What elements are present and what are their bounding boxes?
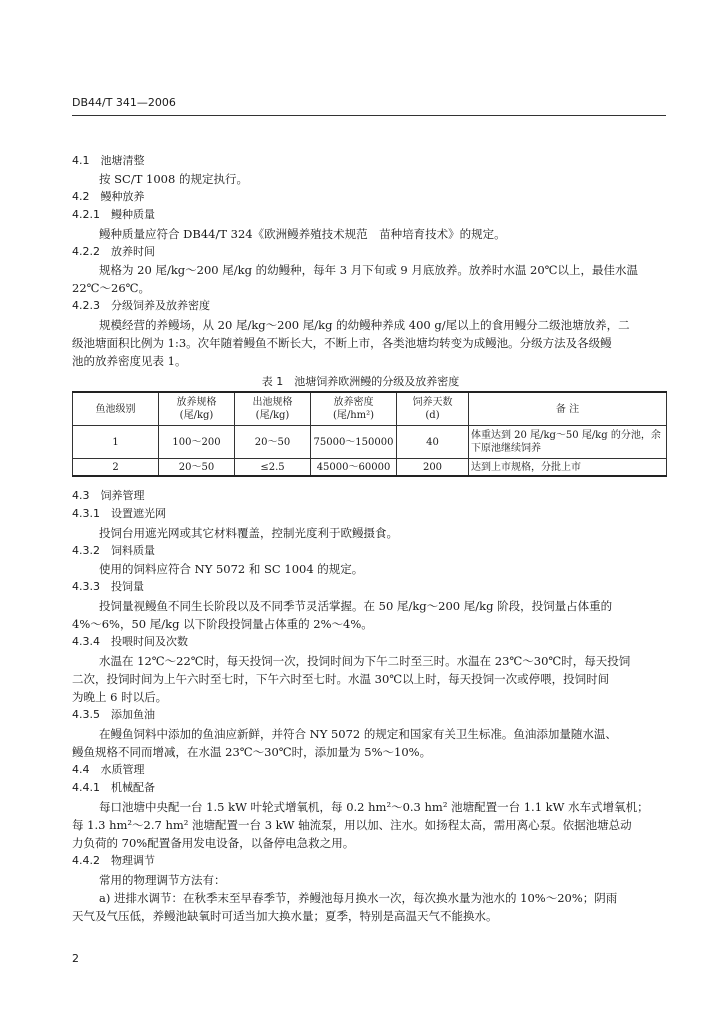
paragraph-line: 22℃～26℃。 <box>72 281 150 295</box>
section-heading: 4.4.1 机械配备 <box>72 781 155 794</box>
section-heading: 4.2 鳗种放养 <box>72 190 145 203</box>
section-heading: 4.3 饲养管理 <box>72 489 145 502</box>
paragraph-line: 水温在 12℃～22℃时，每天投饲一次，投饲时间为下午二时至三时。水温在 23℃～30℃时，每天投饲 <box>99 654 631 668</box>
section-heading: 4.1 池塘清整 <box>72 154 145 167</box>
table-cell: 2 <box>73 459 159 477</box>
table-header-row <box>73 392 667 426</box>
table-cell: 体重达到 20 尾/kg～50 尾/kg 的分池，余下原池继续饲养 <box>469 426 667 459</box>
table-cell: 40 <box>397 426 469 459</box>
section-heading: 4.3.3 投饲量 <box>72 580 144 593</box>
header-cell: 鱼池级别 <box>73 392 159 426</box>
paragraph-line: 在鳗鱼饲料中添加的鱼油应新鲜，并符合 NY 5072 的规定和国家有关卫生标准。鱼油添加量随水温、 <box>99 727 617 741</box>
paragraph-line: 鳗鱼规格不同而增减，在水温 23℃～30℃时，添加量为 5%～10%。 <box>72 745 432 759</box>
paragraph-line: 规格为 20 尾/kg～200 尾/kg 的幼鳗种，每年 3 月下旬或 9 月底放养。放养时水温 20℃以上，最佳水温 <box>99 263 639 277</box>
paragraph-line: 按 SC/T 1008 的规定执行。 <box>99 172 248 186</box>
table-row <box>73 459 667 477</box>
paragraph-line: 每 1.3 hm²～2.7 hm² 池塘配置一台 3 kW 轴流泵，用以加、注水。如扬程太高，需用离心泵。依据池塘总动 <box>72 818 632 832</box>
paragraph-line: 使用的饲料应符合 NY 5072 和 SC 1004 的规定。 <box>99 562 364 576</box>
section-heading: 4.3.1 设置遮光网 <box>72 507 166 520</box>
table-cell: 达到上市规格，分批上市 <box>469 459 667 477</box>
paragraph-line: 4%～6%，50 尾/kg 以下阶段投饲量占体重的 2%～4%。 <box>72 617 373 631</box>
header-cell: 备 注 <box>469 392 667 426</box>
table-cell: ≤2.5 <box>235 459 311 477</box>
paragraph-line: 级池塘面积比例为 1:3。次年随着鳗鱼不断长大，不断上市，各类池塘均转变为成鳗池。分级方法及各级鳗 <box>72 336 612 350</box>
header-cell: 出池规格 (尾/kg) <box>235 392 311 426</box>
section-heading: 4.2.1 鳗种质量 <box>72 208 155 221</box>
paragraph-line: 鳗种质量应符合 DB44/T 324《欧洲鳗养殖技术规范 苗种培育技术》的规定。 <box>99 227 506 241</box>
section-heading: 4.2.3 分级饲养及放养密度 <box>72 299 210 312</box>
section-heading: 4.3.5 添加鱼油 <box>72 708 155 721</box>
section-heading: 4.4.2 物理调节 <box>72 854 155 867</box>
table-caption: 表 1 池塘饲养欧洲鳗的分级及放养密度 <box>261 375 460 388</box>
table-cell: 200 <box>397 459 469 477</box>
page-number: 2 <box>72 952 79 965</box>
header-rule <box>72 115 666 116</box>
section-heading: 4.3.2 饲料质量 <box>72 544 155 557</box>
header-cell: 放养规格 (尾/kg) <box>159 392 235 426</box>
paragraph-line: 池的放养密度见表 1。 <box>72 354 187 368</box>
paragraph-line: 每口池塘中央配一台 1.5 kW 叶轮式增氧机，每 0.2 hm²～0.3 hm² 池塘配置一台 1.1 kW 水车式增氧机； <box>99 800 649 814</box>
paragraph-line: 投饲量视鳗鱼不同生长阶段以及不同季节灵活掌握。在 50 尾/kg～200 尾/kg 阶段，投饲量占体重的 <box>99 599 613 613</box>
table-cell: 20～50 <box>235 426 311 459</box>
paragraph-line: 为晚上 6 时以后。 <box>72 690 168 704</box>
paragraph-line: a) 进排水调节：在秋季末至早春季节，养鳗池每月换水一次，每次换水量为池水的 10%～20%；阴雨 <box>99 891 618 905</box>
header-cell: 放养密度 (尾/hm²) <box>311 392 397 426</box>
table-cell: 100～200 <box>159 426 235 459</box>
table-row <box>73 426 667 459</box>
standard-number: DB44/T 341—2006 <box>72 96 176 109</box>
table-cell: 45000～60000 <box>311 459 397 477</box>
table-cell: 75000～150000 <box>311 426 397 459</box>
paragraph-line: 二次，投饲时间为上午六时至七时，下午六时至七时。水温 30℃以上时，每天投饲一次或停喂，投饲时间 <box>72 672 610 686</box>
table-cell: 1 <box>73 426 159 459</box>
section-heading: 4.2.2 放养时间 <box>72 245 155 258</box>
section-heading: 4.3.4 投喂时间及次数 <box>72 635 188 648</box>
stocking-table <box>72 391 667 477</box>
paragraph-line: 力负荷的 70%配置备用发电设备，以备停电急救之用。 <box>72 836 355 850</box>
table-cell: 20～50 <box>159 459 235 477</box>
paragraph-line: 天气及气压低，养鳗池缺氧时可适当加大换水量；夏季，特别是高温天气不能换水。 <box>72 909 498 923</box>
paragraph-line: 投饲台用遮光网或其它材料覆盖，控制光度利于欧鳗摄食。 <box>99 526 398 540</box>
paragraph-line: 规模经营的养鳗场，从 20 尾/kg～200 尾/kg 的幼鳗种养成 400 g/尾以上的食用鳗分二级池塘放养，二 <box>99 318 630 332</box>
header-cell: 饲养天数 (d) <box>397 392 469 426</box>
section-heading: 4.4 水质管理 <box>72 763 145 776</box>
paragraph-line: 常用的物理调节方法有： <box>99 873 226 887</box>
